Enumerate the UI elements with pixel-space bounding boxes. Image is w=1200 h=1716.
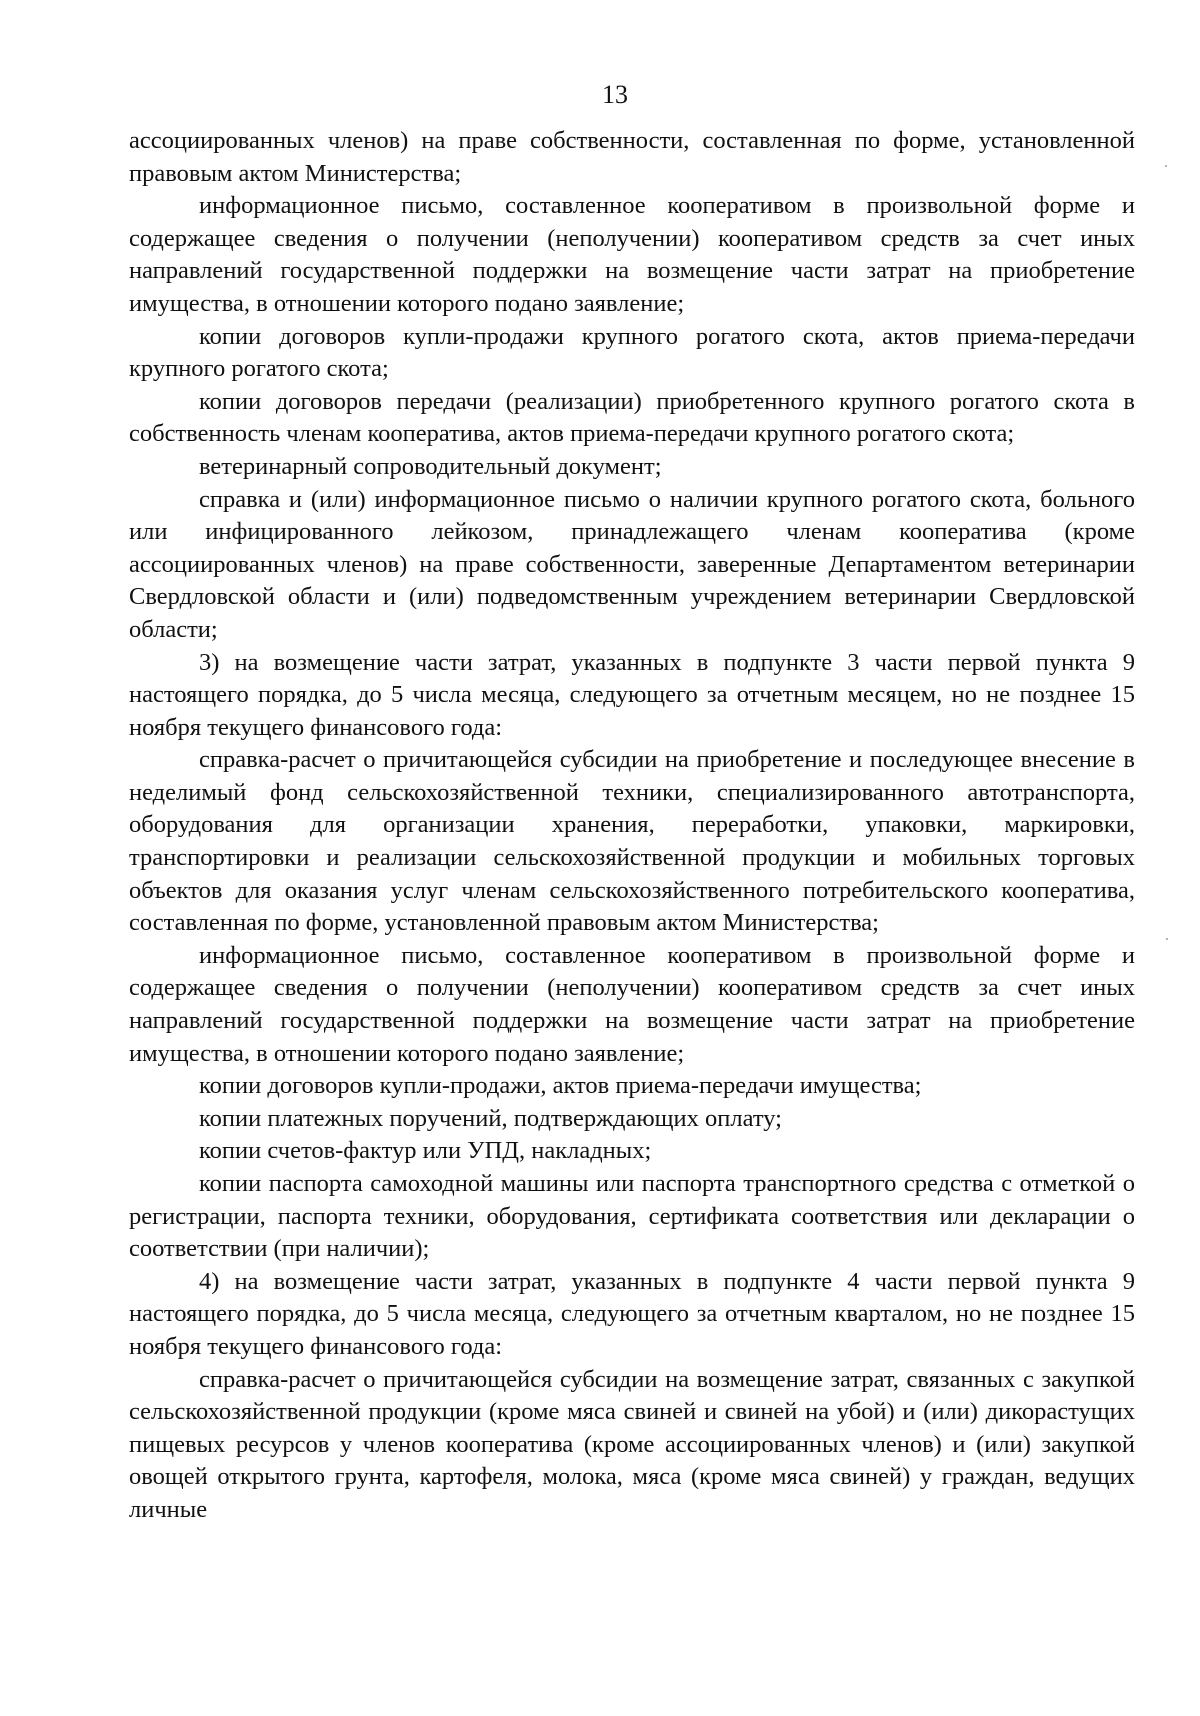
paragraph-info-letter-1: информационное письмо, составленное кооперативом в произвольной форме и содержащее сведения о получении (неполучении) кооперативом средств за счет иных направлений государственной поддержки на возмещение части затрат на приобретение имущества, в отношении которого подано заявление; xyxy=(129,192,1135,317)
paragraph-payment-orders: копии платежных поручений, подтверждающих оплату; xyxy=(199,1104,782,1132)
paragraph-info-letter-2: информационное письмо, составленное кооперативом в произвольной форме и содержащее сведения о получении (неполучении) кооперативом средств за счет иных направлений государственной поддержки на возмещение части затрат на приобретение имущества, в отношении которого подано заявление; xyxy=(129,941,1135,1067)
paragraph-vehicle-passports: копии паспорта самоходной машины или паспорта транспортного средства с отметкой о регистрации, паспорта техники, оборудования, сертификата соответствия или декларации о соответствии (при наличии); xyxy=(129,1170,1135,1263)
paragraph-calculation-certificate-1: справка-расчет о причитающейся субсидии на приобретение и последующее внесение в неделимый фонд сельскохозяйственной техники, специализированного автотранспорта, оборудования для организации хранения, переработки, упаковки, маркировки, транспортировки и реализации сельскохозяйственной продукции и мобильных торговых объектов для оказания услуг членам сельскохозяйственного потребительского кооператива, составленная по форме, установленной правовым актом Министерства; xyxy=(129,746,1135,937)
paragraph-invoices: копии счетов-фактур или УПД, накладных; xyxy=(199,1137,652,1165)
paragraph-vet-document: ветеринарный сопроводительный документ; xyxy=(199,452,662,480)
page-number: 13 xyxy=(602,80,628,109)
paragraph-sale-contracts: копии договоров купли-продажи крупного рогатого скота, актов приема-передачи крупного рогатого скота; xyxy=(129,322,1135,383)
paragraph-item-3: 3) на возмещение части затрат, указанных в подпункте 3 части первой пункта 9 настоящего порядка, до 5 числа месяца, следующего за отчетным месяцем, но не позднее 15 ноября текущего финансового года: xyxy=(129,648,1135,741)
paragraph-transfer-contracts: копии договоров передачи (реализации) приобретенного крупного рогатого скота в собственность членам кооператива, актов приема-передачи крупного рогатого скота; xyxy=(129,387,1135,448)
scan-speck xyxy=(1165,165,1167,167)
scan-speck xyxy=(1166,938,1168,940)
paragraph-purchase-contracts: копии договоров купли-продажи, актов приема-передачи имущества; xyxy=(199,1072,922,1100)
document-body xyxy=(129,125,1135,1527)
paragraph-leukosis-certificate: справка и (или) информационное письмо о наличии крупного рогатого скота, больного или инфицированного лейкозом, принадлежащего членам кооператива (кроме ассоциированных членов) на праве собственности, заверенные Департаментом ветеринарии Свердловской области и (или) подведомственным учреждением ветеринарии Свердловской области; xyxy=(129,485,1135,643)
paragraph-continuation: ассоциированных членов) на праве собственности, составленная по форме, установленной правовым актом Министерства; xyxy=(129,127,1135,187)
paragraph-calculation-certificate-2: справка-расчет о причитающейся субсидии на возмещение затрат, связанных с закупкой сельскохозяйственной продукции (кроме мяса свиней и свиней на убой) и (или) дикорастущих пищевых ресурсов у членов кооператива (кроме ассоциированных членов) и (или) закупкой овощей открытого грунта, картофеля, молока, мяса (кроме мяса свиней) у граждан, ведущих личные xyxy=(129,1365,1135,1523)
paragraph-item-4: 4) на возмещение части затрат, указанных в подпункте 4 части первой пункта 9 настоящего порядка, до 5 числа месяца, следующего за отчетным кварталом, но не позднее 15 ноября текущего финансового года: xyxy=(129,1267,1135,1360)
